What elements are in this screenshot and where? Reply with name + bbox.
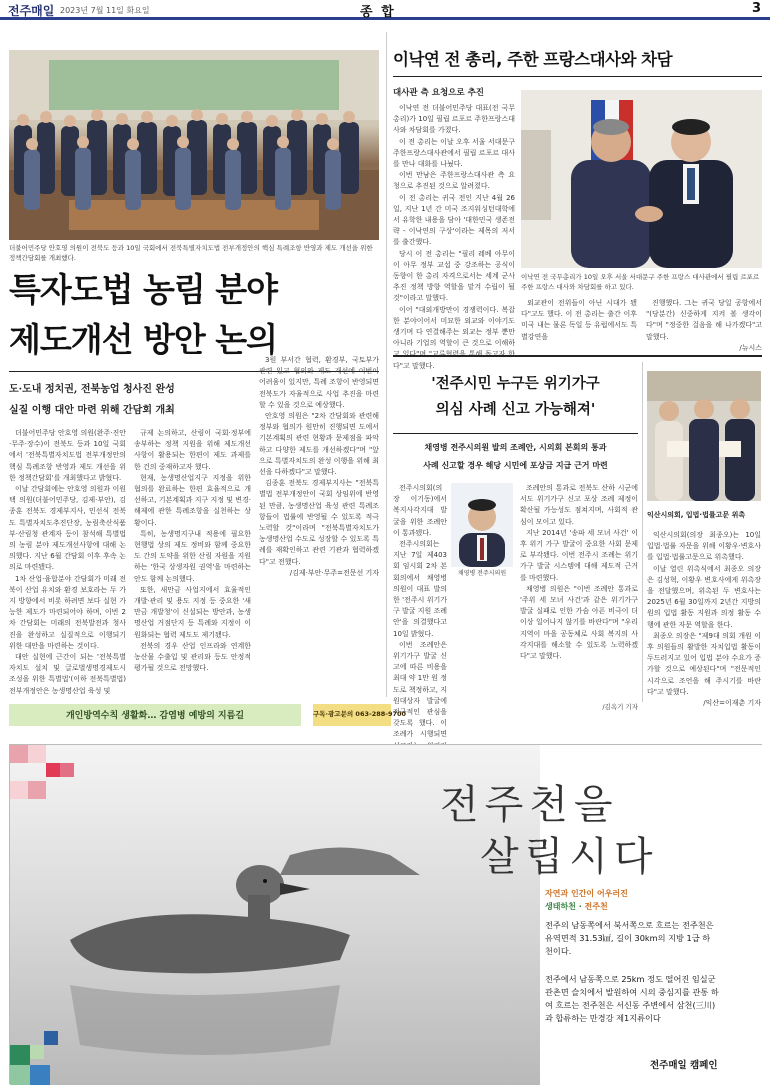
story3-column-1 xyxy=(393,483,448,739)
paragraph: 대안 실현에 근간이 되는 '전북특별자치도 설치 및 글로벌생명경제도시 조성을 위한 특별법'(이하 전북특별법) 전부개정안은 농생명산업 육성 및 xyxy=(9,653,126,695)
paragraph: 지난 2014년 '송파 세 모녀 사건' 이후 위기 가구 발굴이 중요한 사회 문제로 부각됐다. 이번 전주시 조례는 위기가구 발굴 시스템에 대해 제도적 근거를 마련했다. xyxy=(520,528,638,582)
paragraph: 익산시의회(의장 최종오)는 10일 입법·법률 자문을 위해 이황우·변호사를 입법·법률고문으로 위촉했다. xyxy=(647,531,761,562)
story2-photo-caption: 이낙연 전 국무총리가 10일 오후 서울 서대문구 주한 프랑스 대사관에서 필립 르포르 주한 프랑스 대사와 차담회를 하고 있다. xyxy=(521,273,760,291)
story1-photo-caption: 더불어민주당 안호영 의원이 전북도 등과 10일 국회에서 전북특별자치도법 전부개정안의 핵심 특례조항 반영과 제도 개선을 위한 정책간담회를 개최했다. xyxy=(9,244,373,262)
story1-subhead-1: 도·도내 정치권, 전북농업 청사진 완성 xyxy=(9,384,175,395)
slogan-eco: 생태하천 · xyxy=(545,902,582,911)
paragraph: 규제 논의하고, 산림이 국회·정부에 송부하는 정책 지원을 위해 제도개선 사항이 활용되는 한편이 제도 과제를 한 건의 중재하고자 했다. xyxy=(134,429,251,471)
byline: /익산=이재춘 기자 xyxy=(703,699,761,708)
campaign-ad xyxy=(9,744,762,1084)
byline: /뉴시스 xyxy=(739,343,762,352)
paragraph: 이날 간담회에는 안호영 의원과 이원택 의원(더불어민주당, 김제·부안), 김종훈 전북도 경제부지사, 민선식 전북도 특별자치도추진단장, 농림축산식품부·산림청 관계자 등이 참석해 특별법의 농림 분야 제도개선사항에 대해 논의했다. 지난 6월 간담회 이후 후속 논의로 마련됐다. xyxy=(9,485,126,572)
paragraph: 1차 산업·융합분야 간담회가 미래 전북이 산업 유치와 환경 보호라는 두 가지 방향에서 비롯 하려면 보다 실현 가능한 제도가 마련되어야 하며, 이번 2차 간담회는 미래의 전북발전과 청사진을 완성하고 실질적으로 이행되기 위한 대안을 마련하는 것이다. xyxy=(9,574,126,650)
campaign-title-1: 전주천을 xyxy=(440,782,619,828)
public-notice-text: 개인방역수칙 생활화… 감염병 예방의 지름길 xyxy=(65,711,245,721)
byline: /김제·부안·무주=전문선 기자 xyxy=(289,568,379,577)
column-divider xyxy=(386,32,387,697)
campaign-slogan-1: 자연과 인간이 어우러진 xyxy=(545,889,628,898)
portrait-photo xyxy=(451,483,513,567)
story2-column-2 xyxy=(521,298,637,346)
appointment-photo-illustration xyxy=(647,371,761,501)
handshake-photo xyxy=(521,90,762,268)
paragraph: 전북의 경우 산업 인프라와 연계한 농산물 수출입 및 관리와 등도 안정적 평가될 것으로 전망했다. xyxy=(134,641,251,673)
subscription-text xyxy=(313,709,407,718)
story4-column xyxy=(647,530,761,720)
paragraph: 3원 부서간 협력, 환경부, 국토부가 관련 있고 협의와 제도 개선에 이번이 어려움이 있지만, 특례 조항이 반영되면 전북도가 자율적으로 사업 추진을 마련할 수 있을 것으로 예상했다. xyxy=(259,356,379,409)
paragraph: 당시 이 전 총리는 "필리 레베 아무이 이 아무 정부 교섭 중 강조하는 공식이 동향이 한 총리 자격으로서는 세계 군사 추진 정책 방향 역할을 맡겨 수립이 될 것"이라고 말했다. xyxy=(393,249,515,303)
story4-photo-caption: 익산시의회, 입법·법률고문 위촉 xyxy=(647,511,746,519)
campaign-title-2: 살립시다 xyxy=(480,834,659,880)
story2-subhead: 대사관 측 요청으로 추진 xyxy=(393,88,484,98)
issue-date: 2023년 7월 11일 화요일 xyxy=(60,6,150,15)
story2-headline: 이낙연 전 총리, 주한 프랑스대사와 차담 xyxy=(393,50,673,69)
story3-subhead-2: 사례 신고할 경우 해당 시민에 포상금 지급 근거 마련 xyxy=(423,461,608,470)
newspaper-brand: 전주매일 xyxy=(8,4,55,18)
paragraph: 또한, 새만금 사업지에서 효율적인 개발·관리 및 용도 지정 등 중요한 '새만금 개발청'이 신설되는 방안과, 농생명산업 거점단지 등 특례와 지정이 이원화되는 협력 제도도 제기됐다. xyxy=(134,585,251,639)
paragraph: 전주시의회는 지난 7일 제403회 임시회 2차 본회의에서 채영병 의원이 대표 발의한 '전주시 위기가구 발굴 지원 조례안'을 의결했다고 10일 밝혔다. xyxy=(393,540,448,638)
story3-headline-2: 의심 사례 신고 가능해져' xyxy=(435,401,596,418)
story3-headline-1: '전주시민 누구든 위기가구 xyxy=(431,375,600,392)
story3-subhead-1: 채영병 전주시의원 발의 조례안, 시의회 본회의 통과 xyxy=(424,443,607,452)
story1-headline-2: 제도개선 방안 논의 xyxy=(9,320,278,359)
paragraph: 이어 "대외개방만이 경쟁력이다. 복잡한 분야이어서 미묘한 외교와 이야기도 생기며 다 연결해주는 외교는 정부 뿐만 아니라 기업의 역할이 큰 것으로 이해하 다"고 말했다. xyxy=(393,305,515,370)
campaign-footer: 전주매일 캠페인 xyxy=(650,1060,718,1071)
story1-column-1 xyxy=(9,428,126,698)
paragraph: 안호영 의원은 "2차 간담회와 관련해 정부와 협의가 원만히 진행되면 도에서 기본계획의 관련 현황과 문제점을 파악하고 다양한 제도를 개선하겠다"며 "앞으로 특별자치도의 완성 이행을 위해 최선을 다하겠다"고 말했다. xyxy=(259,412,379,477)
paragraph: 진행했다. 그는 귀국 당일 공항에서 "(당분간) 신중하게 지켜 볼 생각이다"며 "정중한 걸음을 해 나가겠다"고 말했다. xyxy=(646,299,762,341)
column-divider xyxy=(642,362,643,702)
story1-headline-1: 특자도법 농림 분야 xyxy=(9,270,278,309)
story3-byline: /김옥기 기자 xyxy=(602,703,638,711)
meeting-photo-illustration xyxy=(9,50,379,240)
paragraph: 김종훈 전북도 경제부지사는 "전북특별법 전부개정안이 국회 상임위에 반영된 만큼, 농생명산업 육성 관련 특례조항들이 법률에 반영될 수 있도록 적극 노력할 것"이라며 "전북특별자치도가 농생명산업 수도로 성장할 수 있도록 특례를 재확인하고 관련 기관과 협력하겠다"고 전했다. xyxy=(259,479,379,566)
subscription-label: 구독·광고문의 xyxy=(313,710,354,718)
meeting-group-photo xyxy=(9,50,379,240)
portrait-caption: 채영병 전주시의원 xyxy=(457,570,507,577)
story1-column-3 xyxy=(259,355,379,698)
paragraph: 이 전 총리는 이날 오후 서울 서대문구 주한프랑스대사관에서 필립 르포르 대사를 만나 대화를 나눴다. xyxy=(393,137,515,169)
campaign-paragraph-2: 전주에서 남동쪽으로 25km 정도 떨어진 임실군 관촌면 슬치에서 발원하여 시의 중심지를 관통 하여 흐르는 전주천은 서신동 주변에서 삼천(三川)과 합류하는 만경강 제1지류이다 xyxy=(545,974,719,1023)
story1-column-2 xyxy=(134,428,251,698)
campaign-paragraph-1: 전주의 남동쪽에서 북서쪽으로 흐르는 전주천은 유역면적 31.53㎢, 길이 30km의 지방 1급 하천이다. xyxy=(545,920,714,956)
paragraph: 특히, 농생명지구내 적용에 필요한 현행법 상의 제도 정비와 함께 중요한 도 간의 도약을 위한 산림 자원을 지원하는 '한국 상생자원 권역'을 마련하는 안도 함께 논의했다. xyxy=(134,529,251,583)
paragraph: 최종오 의장은 "제9대 의회 개원 이후 의원들의 활발한 자치입법 활동이 두드러지고 있어 입법 분야 수요가 증가할 것으로 예상된다"며 "전문적인 시각으로 조언을 해 주시기를 바란다"고 말했다. xyxy=(647,631,761,696)
story1-subhead-2: 실질 이행 대안 마련 위해 간담회 개최 xyxy=(9,405,175,416)
story3-column-2 xyxy=(520,483,638,701)
paragraph: 이번 조례안은 위기가구 발굴 신고에 따른 비용을 최대 약 1만 원 정도로 책정하고, 지원대상자 발굴에 적극적인 관심을 갖도록 했다. 이 조례가 시행되면 xyxy=(393,640,448,739)
paragraph: 이낙연 전 더불어민주당 대표(전 국무총리)가 10일 필립 르포르 주한프랑스대사와 차담회를 가졌다. xyxy=(393,104,515,135)
handshake-photo-illustration xyxy=(521,90,762,268)
paragraph: 현재, 농생명산업지구 지정을 위한 협의를 완료하는 한편 효율적으로 개선하고, 기본계획과 지구 지정 및 변경·해제에 관한 특례조항을 실천하는 상황이다. xyxy=(134,473,252,527)
subscription-phone: 063-288-9700 xyxy=(355,710,407,718)
story2-column-3 xyxy=(646,298,762,352)
paragraph: 외교관이 전위들이 아닌 시대가 됐다"고도 했다. 이 전 총리는 출간 이후 미국 내는 물론 독일 등 유럽에서도 특별강연을 xyxy=(521,299,637,341)
slogan-river: 전주천 xyxy=(584,902,608,911)
paragraph: 이날 열린 위촉식에서 최종오 의장은 김성혁, 이황우 변호사에게 위촉장을 전달했으며, 위촉된 두 변호사는 2025년 6월 30일까지 2년간 지방의원의 입법 활동 지원과 의정 활동 수행에 관한 자문 역할을 한다. xyxy=(647,564,761,629)
paragraph: 이 전 총리는 귀국 전인 지난 4월 26일, 지난 1년 간 미국 조지워싱턴대학에서 유학한 내용을 담아 '대한민국 생존전략 - 이낙연의 구상'이라는 제목의 저서를 출간했다. xyxy=(393,193,515,247)
story2-column-1 xyxy=(393,103,515,370)
page-number: 3 xyxy=(752,1,762,16)
story3-column-1b xyxy=(451,580,513,702)
portrait-illustration xyxy=(451,483,513,567)
appointment-photo xyxy=(647,371,761,501)
paragraph: 이번 만남은 주한프랑스대사관 측 요청으로 추진된 것으로 알려졌다. xyxy=(393,171,515,191)
paragraph: 채영병 의원은 "이번 조례안 통과로 '주위 세 모녀 사건'과 같은 위기가구 발굴 실패로 인한 가슴 아픈 비극이 더 이상 일어나지 않기를 바란다"며 "우리 지역이 마을 공동체로 사회 복지의 사각지대를 해소할 수 있도록 노력하겠다"고 말했다. xyxy=(520,584,638,661)
divider xyxy=(393,355,762,357)
paragraph: 전주시의회(의장 이기동)에서 복지사각지대 발굴을 위한 조례안이 통과됐다. xyxy=(393,484,447,537)
paragraph: 더불어민주당 안호영 의원(완주·진안·무주·장수)이 전북도 등과 10일 국회에서 '전북특별자치도법 전부개정안의 핵심 특례조항 반영과 제도 개선을 위한 정책간담회'를 개최했다고 밝혔다. xyxy=(9,429,126,482)
section-name: 종 합 xyxy=(360,5,396,20)
paragraph: 조례안의 통과로 전북도 산하 시군에서도 위기가구 신고 포상 조례 제정이 확산될 가능성도 점쳐지며, 사회적 관심이 모이고 있다. xyxy=(520,484,638,526)
campaign-slogan-2 xyxy=(545,901,608,912)
river-duck-illustration xyxy=(10,745,763,1085)
divider xyxy=(393,76,762,77)
